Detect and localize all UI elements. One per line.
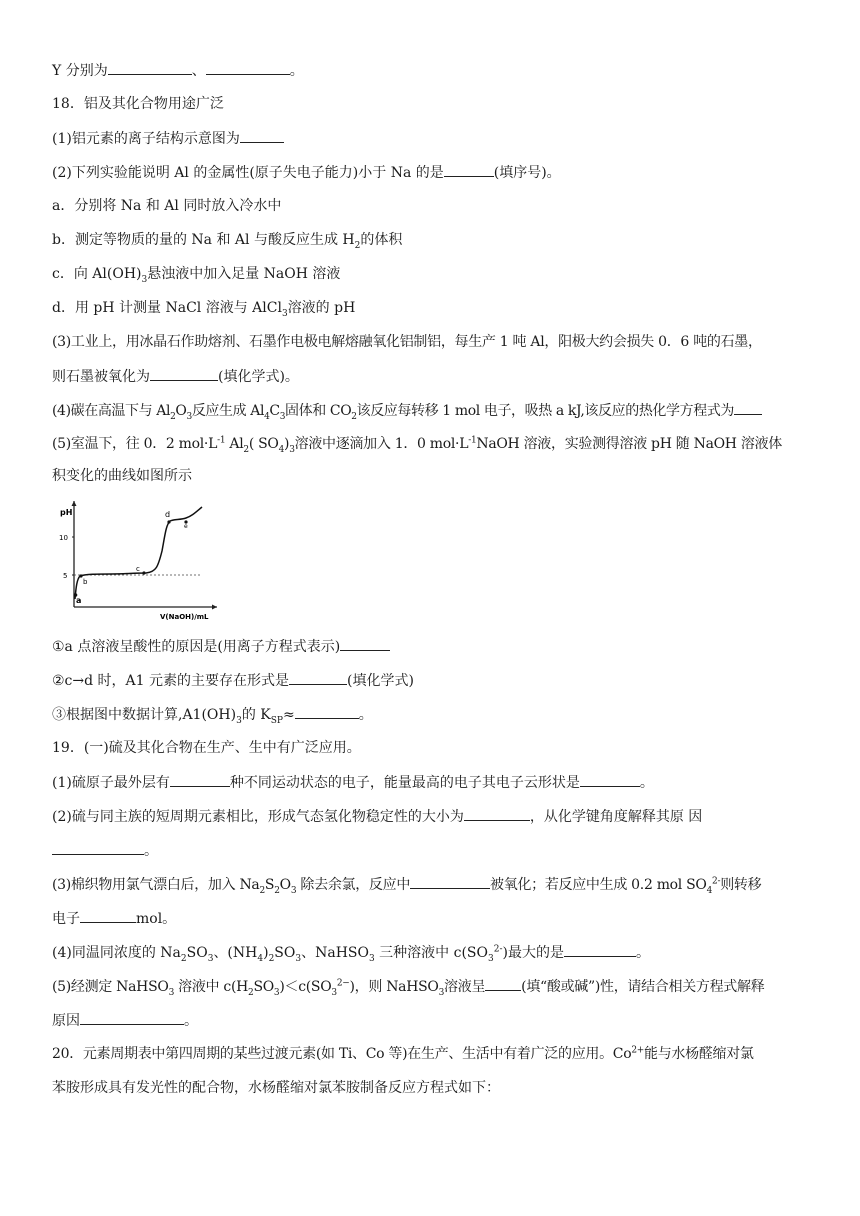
question-19-3-cont: 电子 mol。 [52, 908, 176, 929]
answer-blank[interactable] [444, 162, 494, 177]
y-axis-arrow [72, 501, 77, 506]
answer-blank[interactable] [80, 1010, 184, 1025]
answer-blank[interactable] [564, 942, 636, 957]
answer-blank[interactable] [485, 976, 521, 991]
question-19-title: 19．(一)硫及其化合物在生产、生中有广泛应用。 [52, 740, 361, 756]
point-d-marker [167, 520, 170, 523]
question-20-cont: 苯胺形成具有发光性的配合物，水杨醛缩对氯苯胺制备反应方程式如下： [52, 1080, 500, 1096]
point-label: d [165, 510, 171, 519]
y-axis-label: pH [60, 508, 73, 517]
question-19-4: (4)同温同浓度的 $Na_2SO_3$、$(NH_4)_2SO_3$、NaHSO$_3$ 三种溶液中 $c(SO_3^{2-})$最大的是 。 [52, 942, 650, 963]
point-label: e [184, 523, 188, 530]
question-18-3-cont: 则石墨被氧化为 (填化学式)。 [52, 366, 299, 387]
option-b: b．测定等物质的量的 Na 和 Al 与酸反应生成 $H_2$的体积 [52, 232, 403, 251]
option-a: a．分别将 Na 和 Al 同时放入冷水中 [52, 198, 282, 214]
question-19-1: (1)硫原子最外层有 种不同运动状态的电子，能量最高的电子其电子云形状是 。 [52, 772, 654, 793]
ph-curve-svg [52, 495, 222, 625]
answer-blank[interactable] [80, 908, 136, 923]
x-axis-arrow [212, 605, 217, 610]
question-19-5: (5)经测定 NaHSO$_3$ 溶液中 $c(H_2SO_3)<c(SO_3^{2-})$，则 NaHSO$_3$溶液呈 (填“酸或碱”)性，请结合相关方程式解释 [52, 976, 764, 997]
answer-blank[interactable] [150, 366, 218, 381]
point-label: b [83, 578, 88, 586]
answer-blank[interactable] [580, 772, 640, 787]
answer-blank[interactable] [464, 806, 530, 821]
answer-blank[interactable] [240, 128, 284, 143]
point-label: c [136, 565, 140, 573]
option-d: d．用 pH 计测量 NaCl 溶液与 AlCl$_3$溶液的 pH [52, 300, 356, 319]
question-18-5-cont: 积变化的曲线如图所示 [52, 468, 192, 484]
line-y-answer: Y 分别为 、 。 [52, 60, 304, 81]
answer-blank[interactable] [295, 704, 359, 719]
answer-blank[interactable] [52, 840, 144, 855]
answer-blank[interactable] [206, 60, 290, 75]
answer-blank[interactable] [410, 874, 490, 889]
answer-blank[interactable] [340, 636, 390, 651]
x-axis-label: V(NaOH)/mL [160, 613, 209, 621]
point-label: a [76, 596, 82, 605]
question-18-1: (1)铝元素的离子结构示意图为 [52, 128, 284, 149]
answer-blank[interactable] [734, 400, 762, 415]
answer-blank[interactable] [289, 670, 347, 685]
sub-question-2: ②c→d 时，A1 元素的主要存在形式是 (填化学式) [52, 670, 414, 691]
ph-curve [75, 507, 202, 599]
question-19-5-cont: 原因 。 [52, 1010, 198, 1031]
option-c: c．向 $Al(OH)_3$悬浊液中加入足量 NaOH 溶液 [52, 266, 341, 285]
question-18-2: (2)下列实验能说明 Al 的金属性(原子失电子能力)小于 Na 的是 (填序号)。 [52, 162, 561, 183]
question-19-3: (3)棉织物用氯气漂白后，加入 $Na_2S_2O_3$ 除去余氯，反应中 被氧化；若反应中生成 0.2 mol $SO_4^{2-}$则转移 [52, 874, 761, 895]
question-19-2: (2)硫与同主族的短周期元素相比，形成气态氢化物稳定性的大小为 ，从化学键角度解释其原 因 [52, 806, 702, 827]
question-19-2-cont: 。 [52, 840, 158, 861]
question-20: 20．元素周期表中第四周期的某些过渡元素(如 Ti、Co 等)在生产、生活中有着广泛的应用。$Co^{2+}$能与水杨醛缩对氯 [52, 1045, 754, 1062]
y-tick-label: 5 [63, 572, 68, 580]
question-18-4: (4)碳在高温下与 $Al_2O_3$反应生成 $Al_4C_3$固体和 $CO_2$该反应每转移 1 mol 电子，吸热 a kJ,该反应的热化学方程式为 [52, 400, 762, 421]
ph-curve-chart [52, 495, 222, 625]
answer-blank[interactable] [170, 772, 230, 787]
question-18-3: (3)工业上，用冰晶石作助熔剂、石墨作电极电解熔融氧化铝制铝，每生产 1 吨 Al，阳极大约会损失 0．6 吨的石墨， [52, 334, 762, 350]
point-c-marker [142, 571, 145, 574]
answer-blank[interactable] [108, 60, 192, 75]
y-tick-label: 10 [59, 534, 68, 542]
sub-question-3: ③根据图中数据计算$,A1(OH)_3$的 $K_{SP}\approx$ 。 [52, 704, 373, 725]
question-18-title: 18．铝及其化合物用途广泛 [52, 96, 224, 112]
question-18-5: (5)室温下，往 0．2 $mol\cdot L^{-1}$ $Al_2$( $SO_4)_3$溶液中逐滴加入 1．0 $mol\cdot L^{-1}NaOH$ 溶液，实验测得溶液 pH 随 NaOH 溶液体 [52, 435, 782, 455]
sub-question-1: ①a 点溶液呈酸性的原因是(用离子方程式表示) [52, 636, 390, 657]
